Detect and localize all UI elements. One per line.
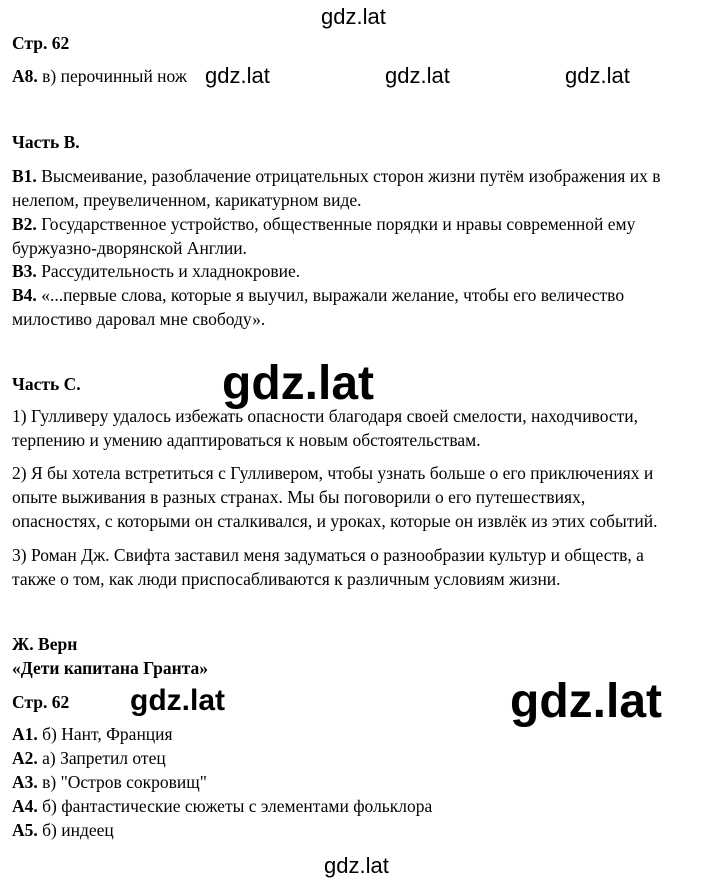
- answer-text: б) фантастические сюжеты с элементами фольклора: [42, 796, 433, 816]
- paragraph-line: опасностях, с которыми он сталкивался, и уроках, которые он извлёк из этих событий.: [12, 511, 658, 531]
- watermark-verne-1: gdz.lat: [130, 684, 225, 717]
- item-text-cont: нелепом, преувеличенном, карикатурном виде.: [12, 190, 362, 210]
- part-b-item-2: [12, 212, 712, 260]
- answer-a8-label: А8.: [12, 66, 38, 86]
- watermark-a8-2: gdz.lat: [385, 63, 450, 88]
- item-text-cont: милостиво даровал мне свободу».: [12, 309, 266, 329]
- part-c-paragraph-3: [12, 543, 712, 591]
- part-c-paragraph-2: [12, 461, 712, 533]
- item-label: В4.: [12, 285, 37, 305]
- paragraph-line: 3) Роман Дж. Свифта заставил меня задуматься о разнообразии культур и обществ, а: [12, 545, 644, 565]
- answer-label: А5.: [12, 820, 38, 840]
- item-text: Рассудительность и хладнокровие.: [41, 261, 301, 281]
- item-text: «...первые слова, которые я выучил, выражали желание, чтобы его величество: [41, 285, 625, 305]
- watermark-bottom: gdz.lat: [324, 853, 389, 878]
- item-label: В3.: [12, 261, 37, 281]
- watermark-a8-1: gdz.lat: [205, 63, 270, 88]
- book-title: «Дети капитана Гранта»: [12, 658, 209, 678]
- page-ref-1: Стр. 62: [12, 33, 70, 53]
- answer-label: А4.: [12, 796, 38, 816]
- answer-text: в) "Остров сокровищ": [42, 772, 207, 792]
- part-b-item-4: [12, 283, 712, 331]
- paragraph-line: также о том, как люди приспосабливаются к различным условиям жизни.: [12, 569, 561, 589]
- paragraph-line: 1) Гулливеру удалось избежать опасности благодаря своей смелости, находчивости,: [12, 406, 639, 426]
- page-ref-2: Стр. 62: [12, 692, 70, 712]
- part-c-heading: Часть С.: [12, 374, 81, 394]
- item-label: В1.: [12, 166, 37, 186]
- paragraph-line: 2) Я бы хотела встретиться с Гулливером, чтобы узнать больше о его приключениях и: [12, 463, 654, 483]
- answer-a3: [12, 770, 207, 794]
- part-b-heading: Часть В.: [12, 132, 80, 152]
- item-text-cont: буржуазно-дворянской Англии.: [12, 238, 247, 258]
- answer-a5: [12, 818, 114, 842]
- part-b-item-3: [12, 259, 712, 283]
- part-b-item-1: [12, 164, 712, 212]
- item-text: Высмеивание, разоблачение отрицательных сторон жизни путём изображения их в: [41, 166, 661, 186]
- part-c-paragraph-1: [12, 404, 712, 452]
- watermark-a8-3: gdz.lat: [565, 63, 630, 88]
- answer-a1: [12, 722, 173, 746]
- watermark-verne-2: gdz.lat: [510, 675, 662, 728]
- answer-label: А3.: [12, 772, 38, 792]
- answer-label: А2.: [12, 748, 38, 768]
- answer-label: А1.: [12, 724, 38, 744]
- answer-text: а) Запретил отец: [42, 748, 166, 768]
- item-text: Государственное устройство, общественные порядки и нравы современной ему: [41, 214, 636, 234]
- answer-a8-text: в) перочинный нож: [42, 66, 187, 86]
- watermark-top: gdz.lat: [321, 4, 386, 29]
- paragraph-line: терпению и умению адаптироваться к новым обстоятельствам.: [12, 430, 481, 450]
- answer-text: б) индеец: [42, 820, 114, 840]
- answer-a2: [12, 746, 166, 770]
- answer-a8: [12, 64, 187, 88]
- watermark-part-c: gdz.lat: [222, 357, 374, 410]
- item-label: В2.: [12, 214, 37, 234]
- answer-a4: [12, 794, 432, 818]
- author-name: Ж. Верн: [12, 634, 78, 654]
- answer-text: б) Нант, Франция: [42, 724, 173, 744]
- paragraph-line: опыте выживания в разных странах. Мы бы поговорили о его путешествиях,: [12, 487, 586, 507]
